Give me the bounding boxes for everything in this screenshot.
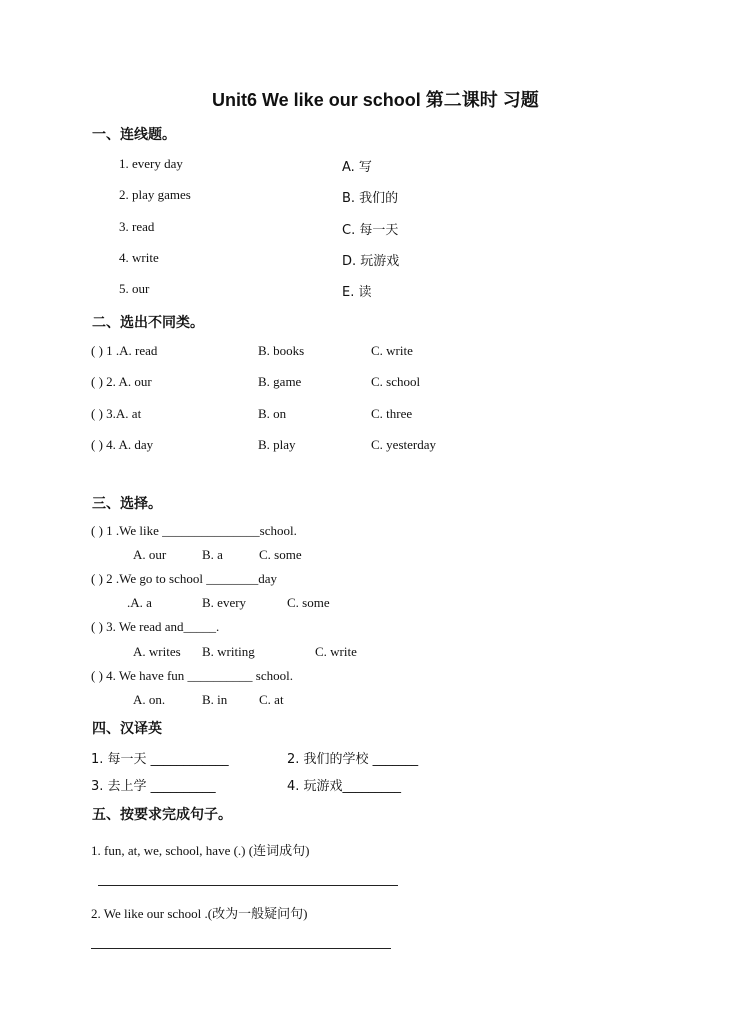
- match-left-5: 5. our: [119, 281, 150, 296]
- section-3-heading: 三、选择。: [92, 496, 162, 512]
- odd-one-q4-b: B. play: [258, 437, 296, 452]
- section-4-heading: 四、汉译英: [92, 721, 162, 737]
- odd-one-q2-c: C. school: [371, 374, 421, 389]
- sentence-task-2: 2. We like our school .(改为一般疑问句): [91, 906, 308, 921]
- odd-one-q2: ( ) 2. A. our: [91, 374, 152, 389]
- choice-q4: ( ) 4. We have fun __________ school.: [91, 668, 293, 683]
- choice-q3-c: C. write: [315, 644, 357, 659]
- odd-one-q3-b: B. on: [258, 406, 287, 421]
- choice-q3-a: A. writes: [133, 644, 181, 659]
- odd-one-q4: ( ) 4. A. day: [91, 437, 154, 452]
- choice-q1-c: C. some: [259, 547, 302, 562]
- sentence-task-1: 1. fun, at, we, school, have (.) (连词成句): [91, 843, 310, 858]
- answer-line-2: [91, 948, 391, 949]
- choice-q3: ( ) 3. We read and_____.: [91, 619, 220, 634]
- match-right-e: E. 读: [342, 285, 372, 300]
- choice-q2-c: C. some: [287, 595, 330, 610]
- choice-q2-b: B. every: [202, 595, 247, 610]
- match-right-d: D. 玩游戏: [342, 254, 400, 269]
- odd-one-q4-c: C. yesterday: [371, 437, 436, 452]
- odd-one-q3-c: C. three: [371, 406, 413, 421]
- match-right-a: A. 写: [342, 160, 372, 175]
- odd-one-q1: ( ) 1 .A. read: [91, 343, 158, 358]
- match-right-b: B. 我们的: [342, 191, 399, 206]
- translate-item-1: 1. 每一天 ____________: [91, 752, 229, 767]
- choice-q3-b: B. writing: [202, 644, 255, 659]
- choice-q2-a: .A. a: [127, 595, 152, 610]
- section-5-heading: 五、按要求完成句子。: [92, 807, 232, 823]
- section-1-heading: 一、连线题。: [92, 127, 176, 143]
- translate-item-3: 3. 去上学 __________: [91, 779, 216, 794]
- choice-q1: ( ) 1 .We like _______________school.: [91, 523, 297, 538]
- section-2-heading: 二、选出不同类。: [92, 315, 204, 331]
- page-title: Unit6 We like our school 第二课时 习题: [212, 90, 539, 110]
- match-left-3: 3. read: [119, 219, 155, 234]
- choice-q1-a: A. our: [133, 547, 167, 562]
- odd-one-q1-b: B. books: [258, 343, 305, 358]
- choice-q4-a: A. on.: [133, 692, 166, 707]
- odd-one-q2-b: B. game: [258, 374, 302, 389]
- match-left-1: 1. every day: [119, 156, 183, 171]
- choice-q4-c: C. at: [259, 692, 284, 707]
- translate-item-2: 2. 我们的学校 _______: [287, 752, 419, 767]
- match-left-4: 4. write: [119, 250, 159, 265]
- odd-one-q3: ( ) 3.A. at: [91, 406, 142, 421]
- answer-line-1: [98, 885, 398, 886]
- choice-q1-b: B. a: [202, 547, 223, 562]
- choice-q4-b: B. in: [202, 692, 228, 707]
- translate-item-4: 4. 玩游戏_________: [287, 779, 402, 794]
- match-left-2: 2. play games: [119, 187, 191, 202]
- choice-q2: ( ) 2 .We go to school ________day: [91, 571, 277, 586]
- match-right-c: C. 每一天: [342, 223, 399, 238]
- odd-one-q1-c: C. write: [371, 343, 413, 358]
